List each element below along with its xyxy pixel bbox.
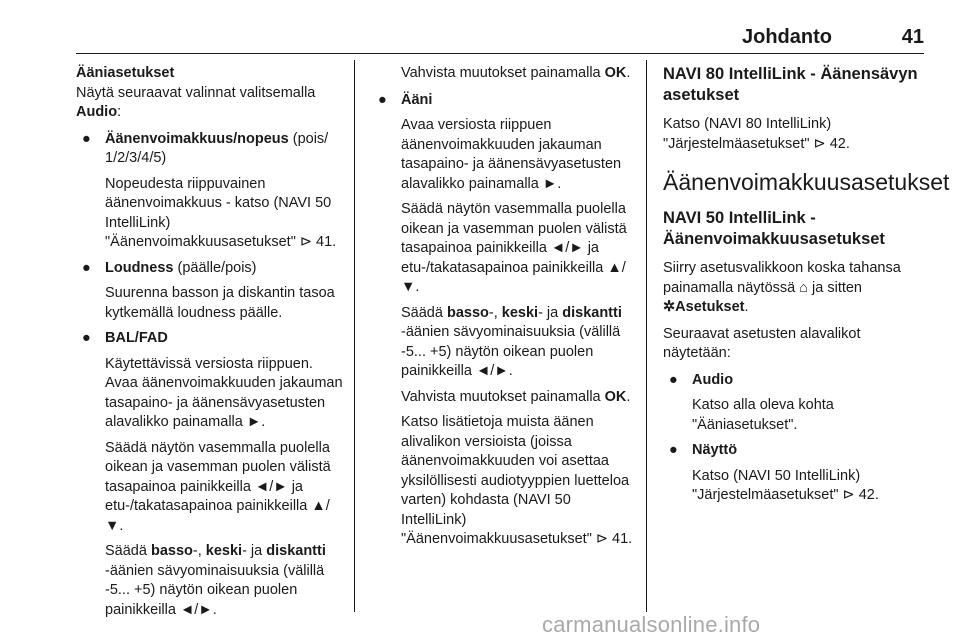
page-header <box>76 24 924 54</box>
column-3 <box>663 64 950 512</box>
list-item-display: ● Näyttö Katso (NAVI 50 IntelliLink) "Järjestelmäasetukset" ⊳ 42. <box>663 441 928 506</box>
submenu-list <box>663 371 928 506</box>
column-divider-2 <box>646 60 647 612</box>
watermark: carmanualsonline.info <box>542 612 761 637</box>
bullet: ● <box>669 371 678 388</box>
bullet: ● <box>378 91 387 108</box>
bullet: ● <box>82 259 91 276</box>
item-text: Säädä näytön vasemmalla puolella oikean ja vasemman puolen välistä tasapainoa painikkeilla ◄/► ja etu-/takatasapainoa painikkeilla ▲/▼. <box>105 439 331 534</box>
section-heading-navi80: NAVI 80 IntelliLink - Äänensävyn asetukset <box>663 65 918 104</box>
submenu-paragraph: Seuraavat asetusten alavalikot näytetään: <box>663 325 861 361</box>
column-1 <box>76 64 344 626</box>
intro-paragraph: Näytä seuraavat valinnat valitsemalla Audio: <box>76 84 316 120</box>
column-divider-1 <box>354 60 355 612</box>
list-item-aani: ● Ääni Avaa versiosta riippuen äänenvoimakkuuden jakauman tasapaino- ja äänensävyasetusten alavalikko painamalla ►. Säädä näytön vasemmalla puolella oikean ja vasemman puolen välistä tasapainoa painikkeilla ◄/► ja etu-/takatasapainoa painikkeilla ▲/▼. Säädä basso-, keski- ja diskantti -äänien sävyominaisuuksia (välillä -5... +5) näytön oikean puolen painikkeilla ◄/►. Vahvista muutokset painamalla OK. Katso lisätietoja muista äänen alivalikon versioista (joissa äänenvoimakkuuden voi asettaa yksilöllisesti audiotyyppien luetteloa varten) kohdasta (NAVI 50 IntelliLink) "Äänenvoimakkuusasetukset" ⊳ 41. <box>372 91 634 550</box>
page-number: 41 <box>901 26 924 48</box>
item-text: Säädä basso-, keski- ja diskantti -äänien sävyominaisuuksia (välillä -5... +5) näytön oikean puolen painikkeilla ◄/►. <box>105 543 326 618</box>
item-text: Käytettävissä versiosta riippuen. Avaa äänenvoimakkuuden jakauman tasapaino- ja äänensävyasetusten alavalikko painamalla ►. <box>105 355 343 430</box>
audio-label: Audio <box>76 104 118 120</box>
settings-list <box>76 130 344 621</box>
section-heading: Ääniasetukset <box>76 65 175 81</box>
bullet: ● <box>82 330 91 346</box>
item-text: Vahvista muutokset painamalla OK. <box>401 388 631 405</box>
item-text: Nopeudesta riippuvainen äänenvoimakkuus - katso (NAVI 50 IntelliLink) "Äänenvoimakkuusasetukset" ⊳ 41. <box>105 175 337 250</box>
list-item-volume-speed: ● Äänenvoimakkuus/nopeus (pois/ 1/2/3/4/5) Nopeudesta riippuvainen äänenvoimakkuus - katso (NAVI 50 IntelliLink) "Äänenvoimakkuusasetukset" ⊳ 41. <box>76 130 344 253</box>
item-text: Avaa versiosta riippuen äänenvoimakkuuden jakauman tasapaino- ja äänensävyasetusten alavalikko painamalla ►. <box>401 117 622 192</box>
gear-icon: ✲ <box>663 299 676 315</box>
settings-list <box>372 91 634 550</box>
header-rule <box>76 53 924 54</box>
column-2 <box>372 64 634 556</box>
item-text: Suurenna basson ja diskantin tasoa kytkemällä loudness päälle. <box>105 285 335 321</box>
list-item-loudness: ● Loudness (päälle/pois) Suurenna basson ja diskantin tasoa kytkemällä loudness päälle. <box>76 259 344 324</box>
item-text: Katso (NAVI 50 IntelliLink) "Järjestelmäasetukset" ⊳ 42. <box>692 467 879 503</box>
settings-paragraph: Siirry asetusvalikkoon koska tahansa painamalla näytössä ⌂ ja sitten ✲Asetukset. <box>663 260 901 315</box>
header-title: Johdanto <box>742 26 832 48</box>
confirm-paragraph: Vahvista muutokset painamalla OK. <box>401 65 631 81</box>
bullet: ● <box>669 442 678 458</box>
navi80-paragraph: Katso (NAVI 80 IntelliLink) "Järjestelmäasetukset" ⊳ 42. <box>663 116 850 152</box>
section-heading-navi50: NAVI 50 IntelliLink - Äänenvoimakkuusasetukset <box>663 209 885 248</box>
chapter-heading: Äänenvoimakkuusasetukset <box>663 169 950 195</box>
home-icon: ⌂ <box>799 279 808 296</box>
item-text: Katso alla oleva kohta "Ääniasetukset". <box>692 397 834 433</box>
list-item-audio: ● Audio Katso alla oleva kohta "Ääniasetukset". <box>663 371 928 436</box>
list-item-bal-fad: ● BAL/FAD Käytettävissä versiosta riippuen. Avaa äänenvoimakkuuden jakauman tasapaino- ja äänensävyasetusten alavalikko painamalla ►. Säädä näytön vasemmalla puolella oikean ja vasemman puolen välistä tasapainoa painikkeilla ◄/► ja etu-/takatasapainoa painikkeilla ▲/▼. Säädä basso-, keski- ja diskantti -äänien sävyominaisuuksia (välillä -5... +5) näytön oikean puolen painikkeilla ◄/►. <box>76 329 344 620</box>
item-text: Säädä näytön vasemmalla puolella oikean ja vasemman puolen välistä tasapainoa painikkeilla ◄/► ja etu-/takatasapainoa painikkeilla ▲/▼. <box>401 201 627 295</box>
item-text: Katso lisätietoja muista äänen alivalikon versioista (joissa äänenvoimakkuuden voi asettaa yksilöllisesti audiotyyppien luetteloa varten) kohdasta (NAVI 50 IntelliLink) "Äänenvoimakkuusasetukset" ⊳ 41. <box>401 414 633 547</box>
bullet: ● <box>82 130 91 147</box>
item-text: Säädä basso-, keski- ja diskantti -äänien sävyominaisuuksia (välillä -5... +5) näytön oikean puolen painikkeilla ◄/►. <box>401 304 622 379</box>
